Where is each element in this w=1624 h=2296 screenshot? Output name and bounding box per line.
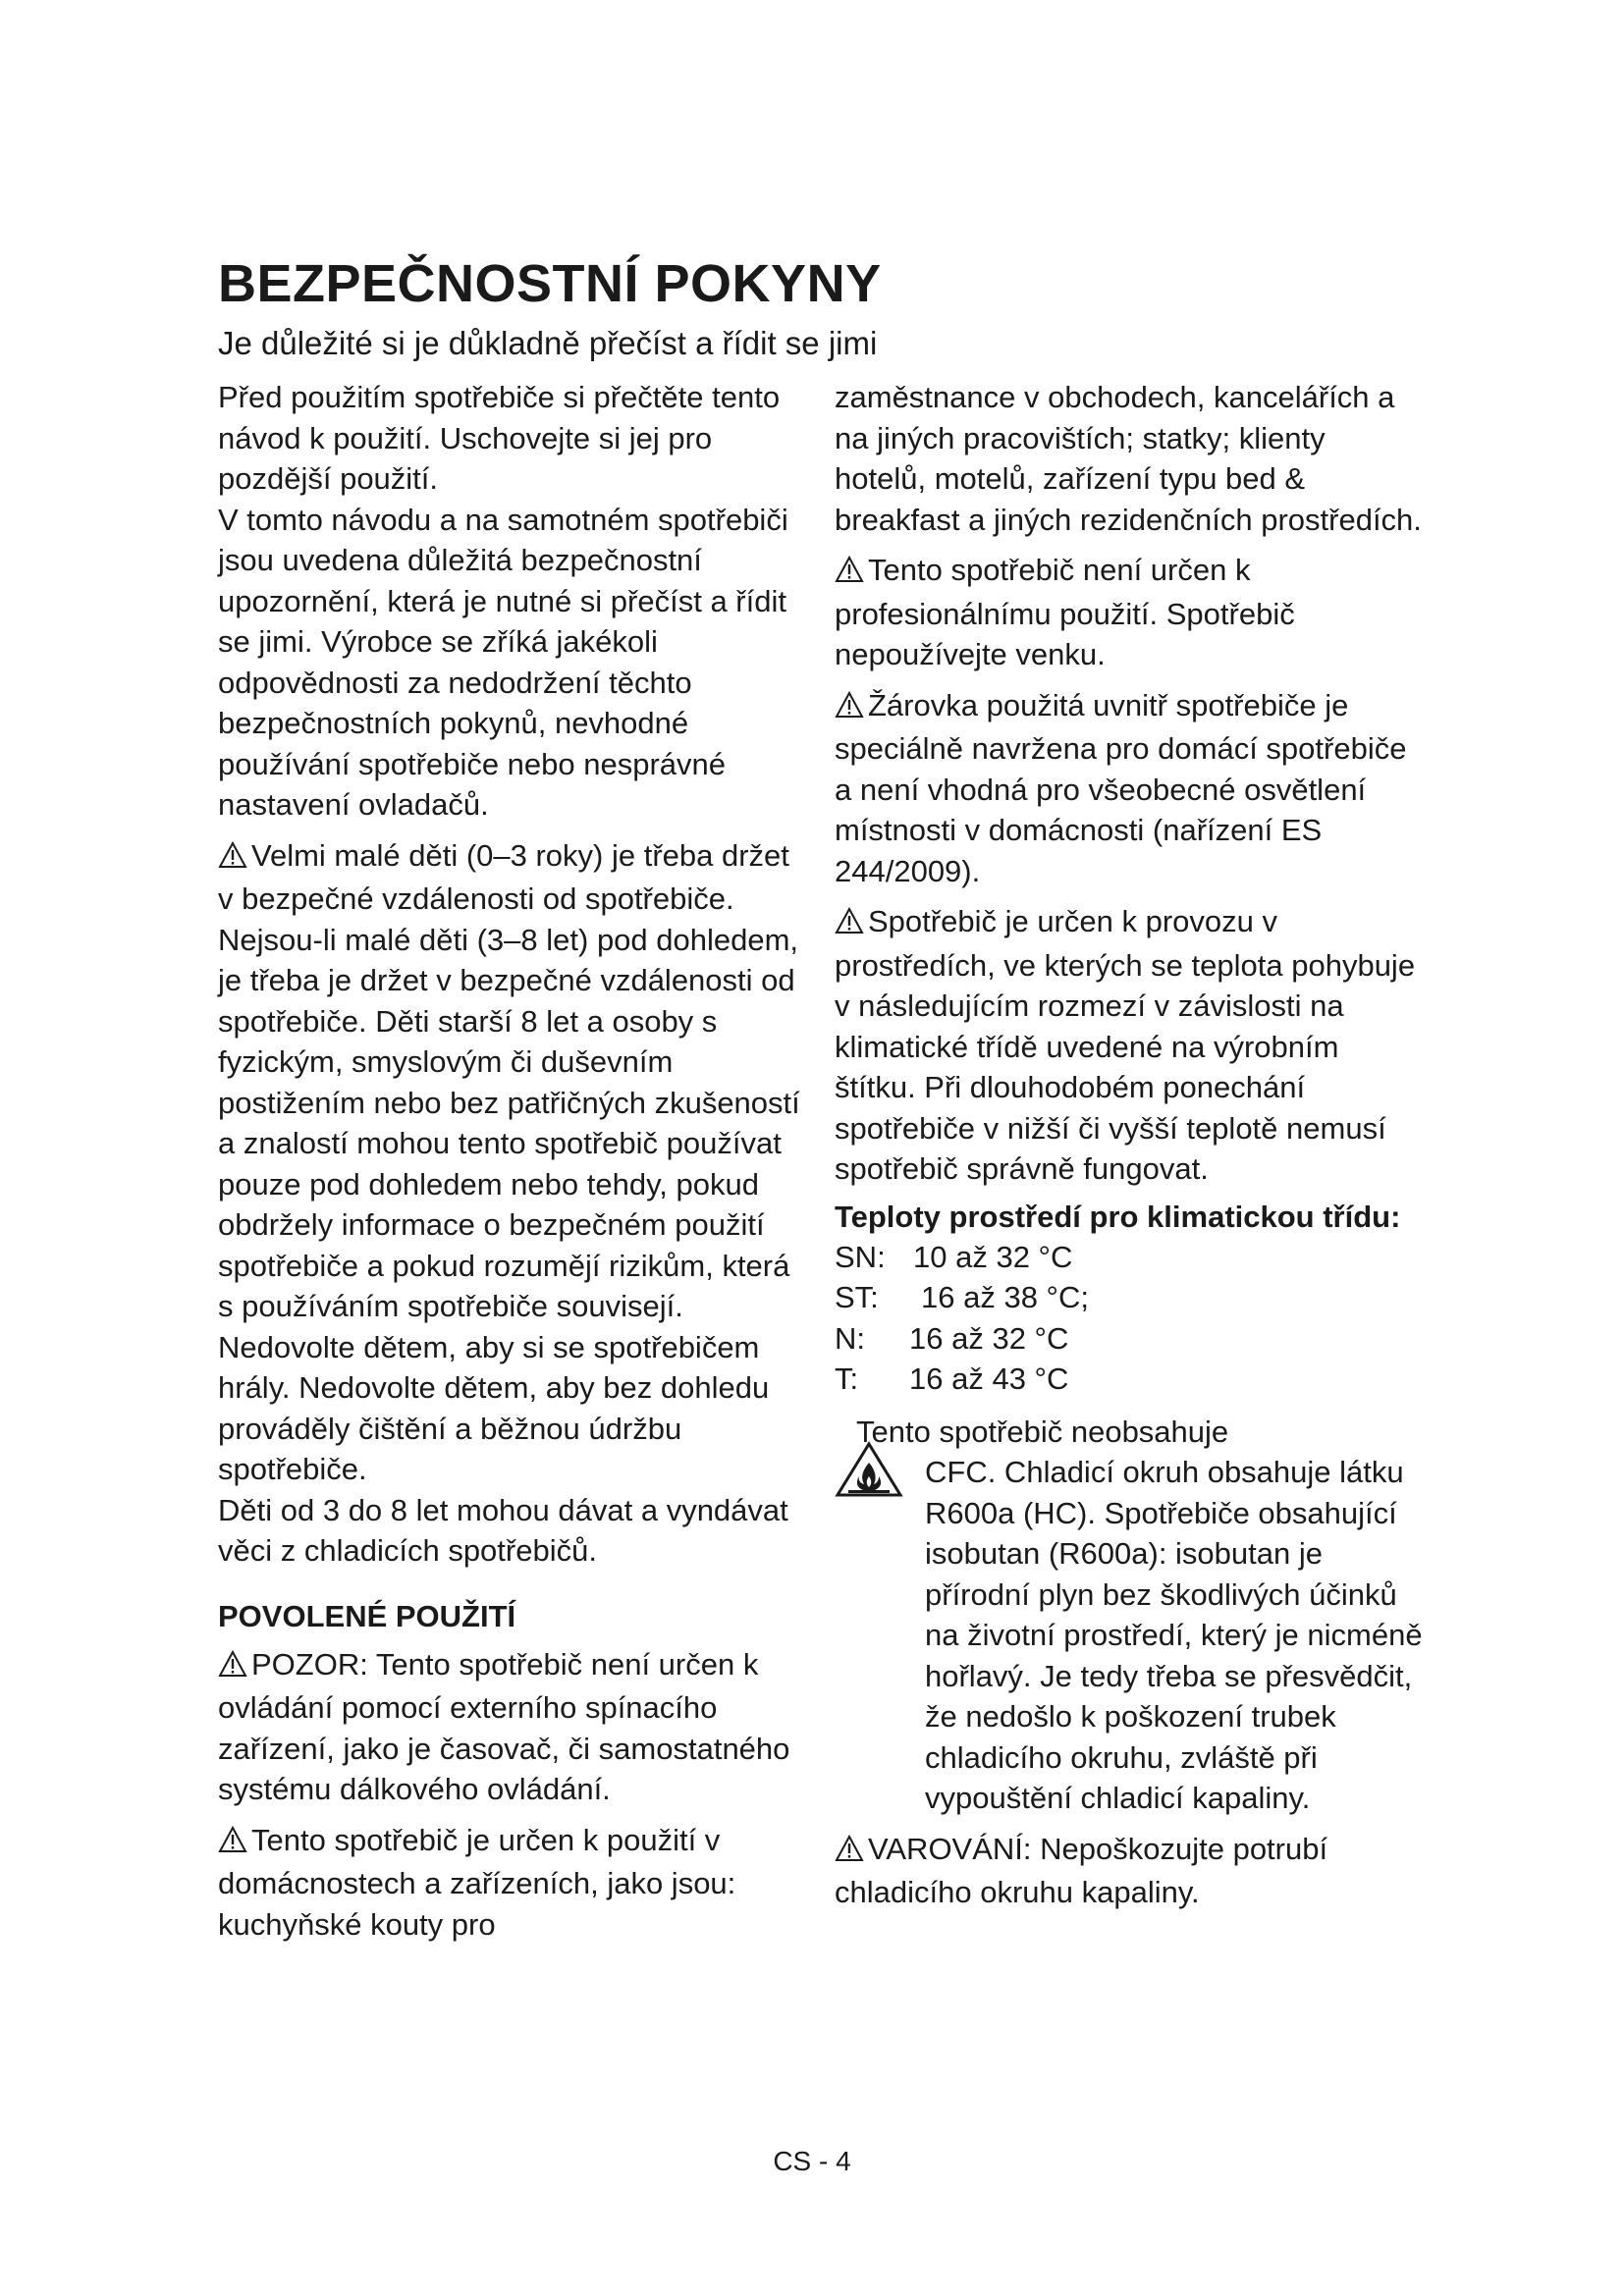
caution-paragraph xyxy=(218,1644,807,1810)
bulb-paragraph xyxy=(835,685,1424,892)
children-warning-paragraph xyxy=(218,835,807,1490)
climate-class-label: N: xyxy=(835,1320,865,1356)
refrigerant-first-line: Tento spotřebič neobsahuje xyxy=(856,1414,1229,1449)
right-column xyxy=(835,377,1424,1913)
warning-triangle-icon xyxy=(835,688,864,729)
climate-class-range: 16 až 32 °C xyxy=(909,1320,1069,1356)
climate-class-row xyxy=(835,1277,1424,1318)
warning-triangle-icon xyxy=(835,904,864,945)
refrigerant-block xyxy=(835,1412,1424,1819)
not-professional-paragraph xyxy=(835,550,1424,675)
warning-triangle-icon xyxy=(218,1823,247,1864)
permitted-use-heading: POVOLENÉ POUŽITÍ xyxy=(218,1598,516,1633)
bulb-text: Žárovka použitá uvnitř spotřebiče je speciálně navržena pro domácí spotřebiče a není vhodná pro všeobecné osvětlení místnosti v domácnosti (nařízení ES 244/2009). xyxy=(835,687,1407,888)
climate-info-text: Spotřebič je určen k provozu v prostředích, ve kterých se teplota pohybuje v následujícím rozmezí v závislosti na klimatické třídě uvedené na výrobním štítku. Při dlouhodobém ponechání spotřebiče v nižší či vyšší teplotě nemusí spotřebič správně fungovat. xyxy=(835,904,1416,1186)
climate-class-row xyxy=(835,1359,1424,1400)
warning-triangle-icon xyxy=(835,1832,864,1873)
page-subtitle: Je důležité si je důkladně přečíst a řídit se jimi xyxy=(218,325,878,361)
household-use-paragraph xyxy=(218,1820,807,1946)
not-professional-text: Tento spotřebič není určen k profesionálnímu použití. Spotřebič nepoužívejte venku. xyxy=(835,553,1295,671)
flammable-warning-icon xyxy=(835,1441,903,1509)
left-column xyxy=(218,377,807,1945)
climate-heading: Teploty prostředí pro klimatickou třídu: xyxy=(835,1199,1401,1234)
caution-text: POZOR: Tento spotřebič není určen k ovládání pomocí externího spínacího zařízení, jako je časovač, či samostatného systému dálkového ovládání. xyxy=(218,1646,790,1806)
children-warning-text: Velmi malé děti (0–3 roky) je třeba držet v bezpečné vzdálenosti od spotřebiče. Nejsou-li malé děti (3–8 let) pod dohledem, je třeba je držet v bezpečné vzdálenosti od spotřebiče. Děti starší 8 let a osoby s fyzickým, smyslovým či duševním postižením nebo bez patřičných zkušeností a znalostí mohou tento spotřebič používat pouze pod dohledem nebo tehdy, pokud obdržely informace o bezpečném použití spotřebiče a pokud rozumějí rizikům, která s používáním spotřebiče souvisejí. Nedovolte dětem, aby si se spotřebičem hrály. Nedovolte dětem, aby bez dohledu prováděly čištění a běžnou údržbu spotřebiče. xyxy=(218,837,800,1486)
warnings-info-paragraph: V tomto návodu a na samotném spotřebiči jsou uvedena důležitá bezpečnostní upozornění, která je nutné si přečíst a řídit se jimi. Výrobce se zříká jakékoli odpovědnosti za nedodržení těchto bezpečnostních pokynů, nevhodné používání spotřebiče nebo nesprávné nastavení ovladačů. xyxy=(218,502,788,822)
climate-class-range: 16 až 38 °C; xyxy=(921,1280,1089,1314)
warning-triangle-icon xyxy=(218,838,247,880)
page-title: BEZPEČNOSTNÍ POKYNY xyxy=(218,254,882,313)
household-use-continued: zaměstnance v obchodech, kancelářích a na jiných pracovištích; statky; klienty hotelů, motelů, zařízení typu bed & breakfast a jiných rezidenčních prostředích. xyxy=(835,380,1422,537)
climate-class-range: 10 až 32 °C xyxy=(913,1239,1073,1274)
climate-info-paragraph xyxy=(835,901,1424,1190)
climate-class-label: T: xyxy=(835,1362,859,1396)
climate-class-list xyxy=(835,1237,1424,1400)
refrigerant-rest-text: CFC. Chladicí okruh obsahuje látku R600a (HC). Spotřebiče obsahující isobutan (R600a): isobutan je přírodní plyn bez škodlivých účinků na životní prostředí, který je nicméně hořlavý. Je tedy třeba se přesvědčit, že nedošlo k poškození trubek chladicího okruhu, zvláště při vypouštění chladicí kapaliny. xyxy=(925,1455,1423,1815)
page-number: CS - 4 xyxy=(773,2146,851,2176)
intro-paragraph: Před použitím spotřebiče si přečtěte tento návod k použití. Uschovejte si jej pro pozdější použití. xyxy=(218,380,781,496)
warning-pipes-paragraph xyxy=(835,1829,1424,1913)
climate-class-label: SN: xyxy=(835,1239,886,1274)
warning-triangle-icon xyxy=(218,1647,247,1688)
warning-triangle-icon xyxy=(835,553,864,594)
climate-class-label: ST: xyxy=(835,1280,879,1314)
household-use-text: Tento spotřebič je určen k použití v domácnostech a zařízeních, jako jsou: kuchyňské kouty pro xyxy=(218,1822,736,1942)
climate-class-row xyxy=(835,1237,1424,1278)
warning-pipes-text: VAROVÁNÍ: Nepoškozujte potrubí chladicího okruhu kapaliny. xyxy=(835,1831,1328,1909)
climate-class-range: 16 až 43 °C xyxy=(909,1362,1069,1396)
children-loading-paragraph: Děti od 3 do 8 let mohou dávat a vyndávat věci z chladicích spotřebičů. xyxy=(218,1492,788,1568)
climate-class-row xyxy=(835,1318,1424,1360)
